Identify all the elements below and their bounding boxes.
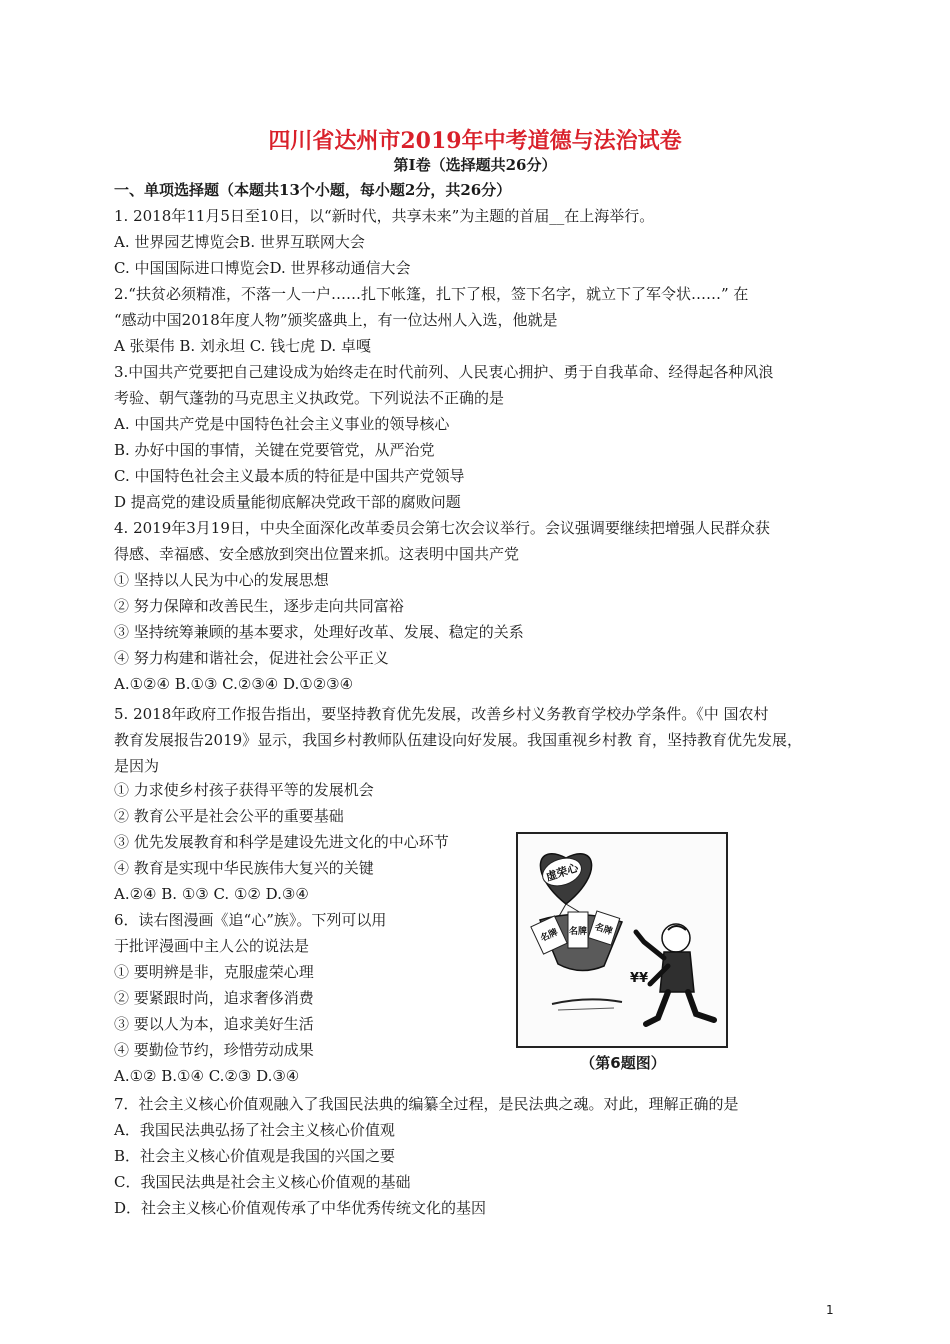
text-line: B. 办好中国的事情，关键在党要管党，从严治党 [114,441,435,459]
text-line: ① 坚持以人民为中心的发展思想 [114,571,329,589]
text-line: 2.“扶贫必须精准，不落一人一户……扎下帐篷，扎下了根，签下名字，就立下了军令状……” 在 [114,285,749,303]
text-line: ④ 努力构建和谐社会，促进社会公平正义 [114,649,389,667]
money-icon: ¥¥ [630,971,649,986]
man-arm-reaching [636,932,664,958]
cartoon-illustration [518,834,726,1046]
text-line: D 提高党的建设质量能彻底解决党政干部的腐败问题 [114,493,461,511]
text-line: 考验、朝气蓬勃的马克思主义执政党。下列说法不正确的是 [114,389,505,407]
text-line: 1. 2018年11月5日至10日，以“新时代，共享未来”为主题的首届__在上海举行。 [114,207,655,225]
text-line: A. 中国共产党是中国特色社会主义事业的领导核心 [114,415,450,433]
text-line: ② 努力保障和改善民生，逐步走向共同富裕 [114,597,404,615]
figure-caption: （第6题图） [580,1054,666,1072]
text-line: 3.中国共产党要把自己建设成为始终走在时代前列、人民衷心拥护、勇于自我革命、经得起各种风浪 [114,363,774,381]
text-line: ① 要明辨是非，克服虚荣心理 [114,963,314,981]
text-line: ④ 要勤俭节约，珍惜劳动成果 [114,1041,314,1059]
text-line: ① 力求使乡村孩子获得平等的发展机会 [114,781,374,799]
text-line: C. 中国国际进口博览会D. 世界移动通信大会 [114,259,411,277]
man-leg [646,992,668,1024]
text-line: A 张渠伟 B. 刘永坦 C. 钱七虎 D. 卓嘎 [114,337,371,355]
cartoon-figure [516,832,730,1080]
text-line: C．我国民法典是社会主义核心价值观的基础 [114,1173,411,1191]
text-line: A.②④ B. ①③ C. ①② D.③④ [114,885,309,903]
section-heading: 一、单项选择题（本题共13个小题，每小题2分，共26分） [114,181,512,199]
ground-line [552,999,622,1004]
text-line: 得感、幸福感、安全感放到突出位置来抓。这表明中国共产党 [114,545,520,563]
text-line: A．我国民法典弘扬了社会主义核心价值观 [114,1121,395,1139]
ground-shadow [558,1008,614,1010]
text-line: A.①②④ B.①③ C.②③④ D.①②③④ [114,675,354,693]
man-leg [688,992,714,1020]
text-line: A. 世界园艺博览会B. 世界互联网大会 [114,233,365,251]
text-line: ④ 教育是实现中华民族伟大复兴的关键 [114,859,374,877]
tag-mid-text: 名牌 [568,927,588,937]
text-line: ② 教育公平是社会公平的重要基础 [114,807,344,825]
text-line: 是因为 [114,757,160,775]
tag-right-text: 名牌 [593,922,614,938]
text-line: ③ 坚持统筹兼顾的基本要求，处理好改革、发展、稳定的关系 [114,623,524,641]
text-line: A.①② B.①④ C.②③ D.③④ [114,1067,300,1085]
text-line: 4. 2019年3月19日，中央全面深化改革委员会第七次会议举行。会议强调要继续把增强人民群众获 [114,519,770,537]
text-line: 5. 2018年政府工作报告指出，要坚持教育优先发展，改善乡村义务教育学校办学条件。《中 国农村 [114,705,769,723]
tag-left-text: 名牌 [539,927,560,945]
cartoon-frame [516,832,728,1048]
man-head [662,924,690,952]
page-number: 1 [826,1303,834,1317]
text-line: “感动中国2018年度人物”颁奖盛典上，有一位达州人入选，他就是 [114,311,558,329]
text-line: D．社会主义核心价值观传承了中华优秀传统文化的基因 [114,1199,487,1217]
text-line: 于批评漫画中主人公的说法是 [114,937,310,955]
text-line: C. 中国特色社会主义最本质的特征是中国共产党领导 [114,467,465,485]
text-line: ② 要紧跟时尚，追求奢侈消费 [114,989,314,1007]
text-line: B．社会主义核心价值观是我国的兴国之要 [114,1147,396,1165]
text-line: 7．社会主义核心价值观融入了我国民法典的编纂全过程，是民法典之魂。对此，理解正确的是 [114,1095,739,1113]
text-line: ③ 优先发展教育和科学是建设先进文化的中心环节 [114,833,449,851]
text-line: 6．读右图漫画《追“心”族》。下列可以用 [114,911,387,929]
text-line: ③ 要以人为本，追求美好生活 [114,1015,314,1033]
heart-label: 虚荣心 [544,861,580,884]
text-line: 教育发展报告2019》显示，我国乡村教师队伍建设向好发展。我国重视乡村教 育，坚持教育优先发展， [114,731,802,749]
page-subtitle: 第Ⅰ卷（选择题共26分） [393,156,557,174]
page-title: 四川省达州市2019年中考道德与法治试卷 [268,128,682,154]
